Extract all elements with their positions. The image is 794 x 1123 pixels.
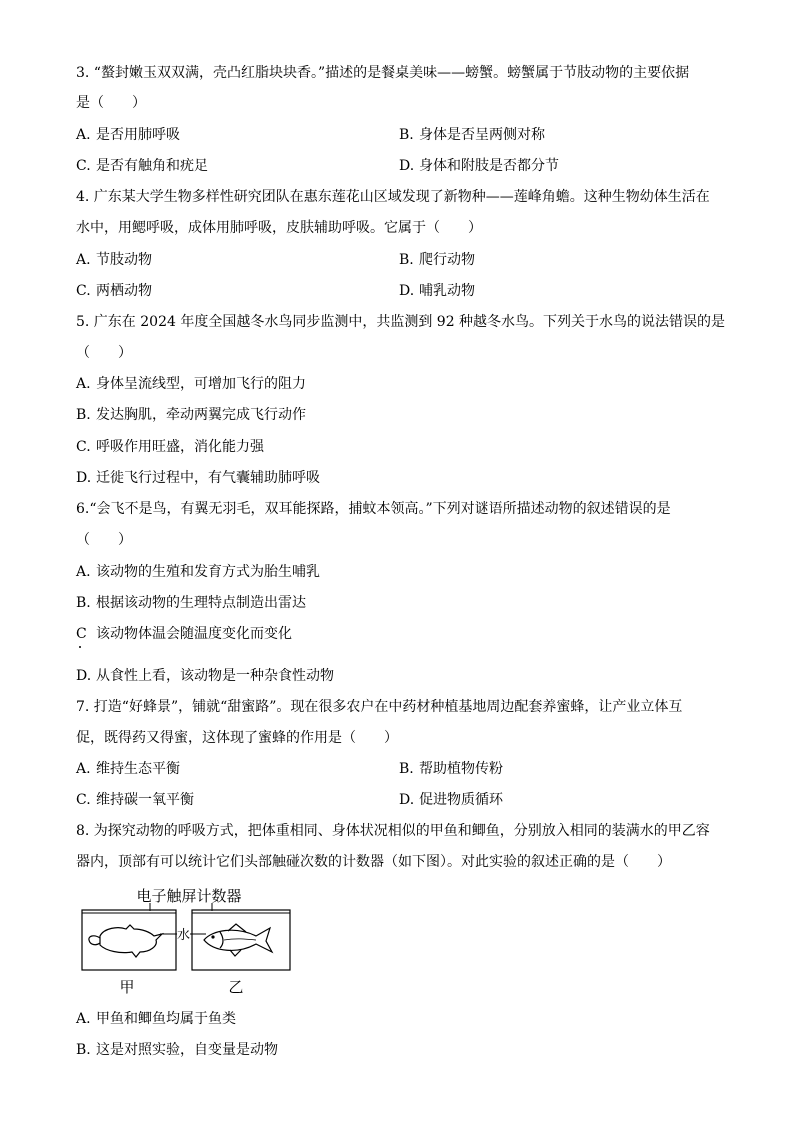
option-text: 身体呈流线型，可增加飞行的阻力 [96, 376, 306, 392]
question-8-stem-line-1: 8. 为探究动物的呼吸方式，把体重相同、身体状况相似的甲鱼和鲫鱼，分别放入相同的装满水的甲乙容 [76, 823, 710, 839]
question-4-option-b [399, 250, 475, 270]
option-letter: A. [76, 761, 91, 777]
option-text: 发达胸肌，牵动两翼完成飞行动作 [96, 407, 306, 423]
option-text: 迁徙飞行过程中，有气囊辅助肺呼吸 [96, 470, 320, 486]
option-letter: A. [76, 1011, 91, 1027]
option-text: 促进物质循环 [419, 792, 503, 808]
option-text: 这是对照实验，自变量是动物 [96, 1042, 278, 1058]
question-5-option-a [76, 374, 306, 394]
question-6-stem-line-2: （ ） [76, 532, 132, 548]
question-5-stem-line-1: 5. 广东在 2024 年度全国越冬水鸟同步监测中，共监测到 92 种越冬水鸟。下列关于水鸟的说法错误的是 [76, 314, 726, 330]
option-letter: B. [399, 761, 414, 777]
question-3-stem-line-1: 3. “螯封嫩玉双双满，壳凸红脂块块香。”描述的是餐桌美味——螃蟹。螃蟹属于节肢动物的主要依据 [76, 65, 690, 81]
option-letter: C. [76, 792, 91, 808]
question-7-option-c [76, 790, 194, 810]
option-letter: C. [76, 283, 91, 299]
option-text: 哺乳动物 [419, 283, 475, 299]
question-3-option-c [76, 156, 208, 176]
water-label: 水 [176, 928, 191, 943]
question-7-stem-line-1: 7. 打造“好蜂景”，铺就“甜蜜路”。现在很多农户在中药材种植基地周边配套养蜜蜂，让产业立体互 [76, 699, 683, 715]
option-letter: A. [76, 252, 91, 268]
option-letter: C [76, 626, 87, 642]
question-5-stem-line-2: （ ） [76, 345, 132, 361]
option-text: 维持生态平衡 [96, 761, 180, 777]
question-4-option-d [399, 281, 475, 301]
question-7-option-b [399, 759, 503, 779]
option-letter: B. [399, 127, 414, 143]
question-3-option-d [399, 156, 559, 176]
question-7-option-d [399, 790, 503, 810]
question-8-option-b [76, 1040, 278, 1060]
container-jia-label: 甲 [119, 978, 135, 996]
question-3-option-b [399, 125, 545, 145]
option-text: 两栖动物 [96, 283, 152, 299]
option-text: 帮助植物传粉 [419, 761, 503, 777]
question-4-option-a [76, 250, 152, 270]
option-letter: D. [76, 668, 92, 684]
option-letter: C. [76, 439, 91, 455]
option-letter: C. [76, 158, 91, 174]
option-text: 从食性上看，该动物是一种杂食性动物 [96, 668, 334, 684]
option-text: 爬行动物 [419, 252, 475, 268]
question-5-option-c [76, 437, 264, 457]
question-3-stem-line-2: 是（ ） [76, 95, 146, 111]
option-text: 身体是否呈两侧对称 [419, 127, 545, 143]
turtle-drawing [89, 925, 162, 957]
option-text: 节肢动物 [96, 252, 152, 268]
option-letter: B. [76, 595, 91, 611]
question-6-option-a [76, 562, 320, 582]
option-text: 呼吸作用旺盛，消化能力强 [96, 439, 264, 455]
question-4-stem-line-2: 水中，用鳃呼吸，成体用肺呼吸，皮肤辅助呼吸。它属于（ ） [76, 220, 482, 236]
option-text: 该动物体温会随温度变化而变化 [96, 626, 292, 642]
option-text: 是否用肺呼吸 [96, 127, 180, 143]
experiment-figure [70, 880, 310, 1000]
option-text: 该动物的生殖和发育方式为胎生哺乳 [96, 564, 320, 580]
question-4-option-c [76, 281, 152, 301]
option-text: 维持碳一氧平衡 [96, 792, 194, 808]
question-5-option-d [76, 468, 320, 488]
option-letter: B. [76, 1042, 91, 1058]
option-text: 身体和附肢是否都分节 [419, 158, 559, 174]
option-letter: D. [76, 470, 92, 486]
option-text: 是否有触角和疣足 [96, 158, 208, 174]
option-letter: D. [399, 283, 415, 299]
container-jia-box [82, 910, 176, 970]
option-letter: A. [76, 127, 91, 143]
option-letter: D. [399, 792, 415, 808]
question-6-option-b [76, 593, 306, 613]
question-6-stem-line-1: 6.“会飞不是鸟，有翼无羽毛，双耳能探路，捕蚊本领高。”下列对谜语所描述动物的叙述错误的是 [76, 501, 671, 517]
question-6-option-d [76, 666, 334, 686]
option-letter: B. [76, 407, 91, 423]
option-letter: B. [399, 252, 414, 268]
stray-period-mark [79, 646, 81, 648]
question-8-stem-line-2: 器内，顶部有可以统计它们头部触碰次数的计数器（如下图）。对此实验的叙述正确的是（ ） [76, 854, 671, 870]
question-5-option-b [76, 405, 306, 425]
fish-drawing [204, 924, 272, 956]
option-letter: A. [76, 376, 91, 392]
option-letter: A. [76, 564, 91, 580]
question-6-option-c [76, 624, 292, 644]
question-8-option-a [76, 1009, 236, 1029]
container-yi-box [192, 910, 290, 970]
option-text: 甲鱼和鲫鱼均属于鱼类 [96, 1011, 236, 1027]
question-4-stem-line-1: 4. 广东某大学生物多样性研究团队在惠东莲花山区域发现了新物种——莲峰角蟾。这种生物幼体生活在 [76, 189, 710, 205]
question-7-stem-line-2: 促，既得药又得蜜，这体现了蜜蜂的作用是（ ） [76, 730, 398, 746]
option-text: 根据该动物的生理特点制造出雷达 [96, 595, 306, 611]
counter-label: 电子触屏计数器 [136, 887, 242, 905]
question-3-option-a [76, 125, 180, 145]
option-letter: D. [399, 158, 415, 174]
container-yi-label: 乙 [228, 978, 244, 996]
question-7-option-a [76, 759, 180, 779]
